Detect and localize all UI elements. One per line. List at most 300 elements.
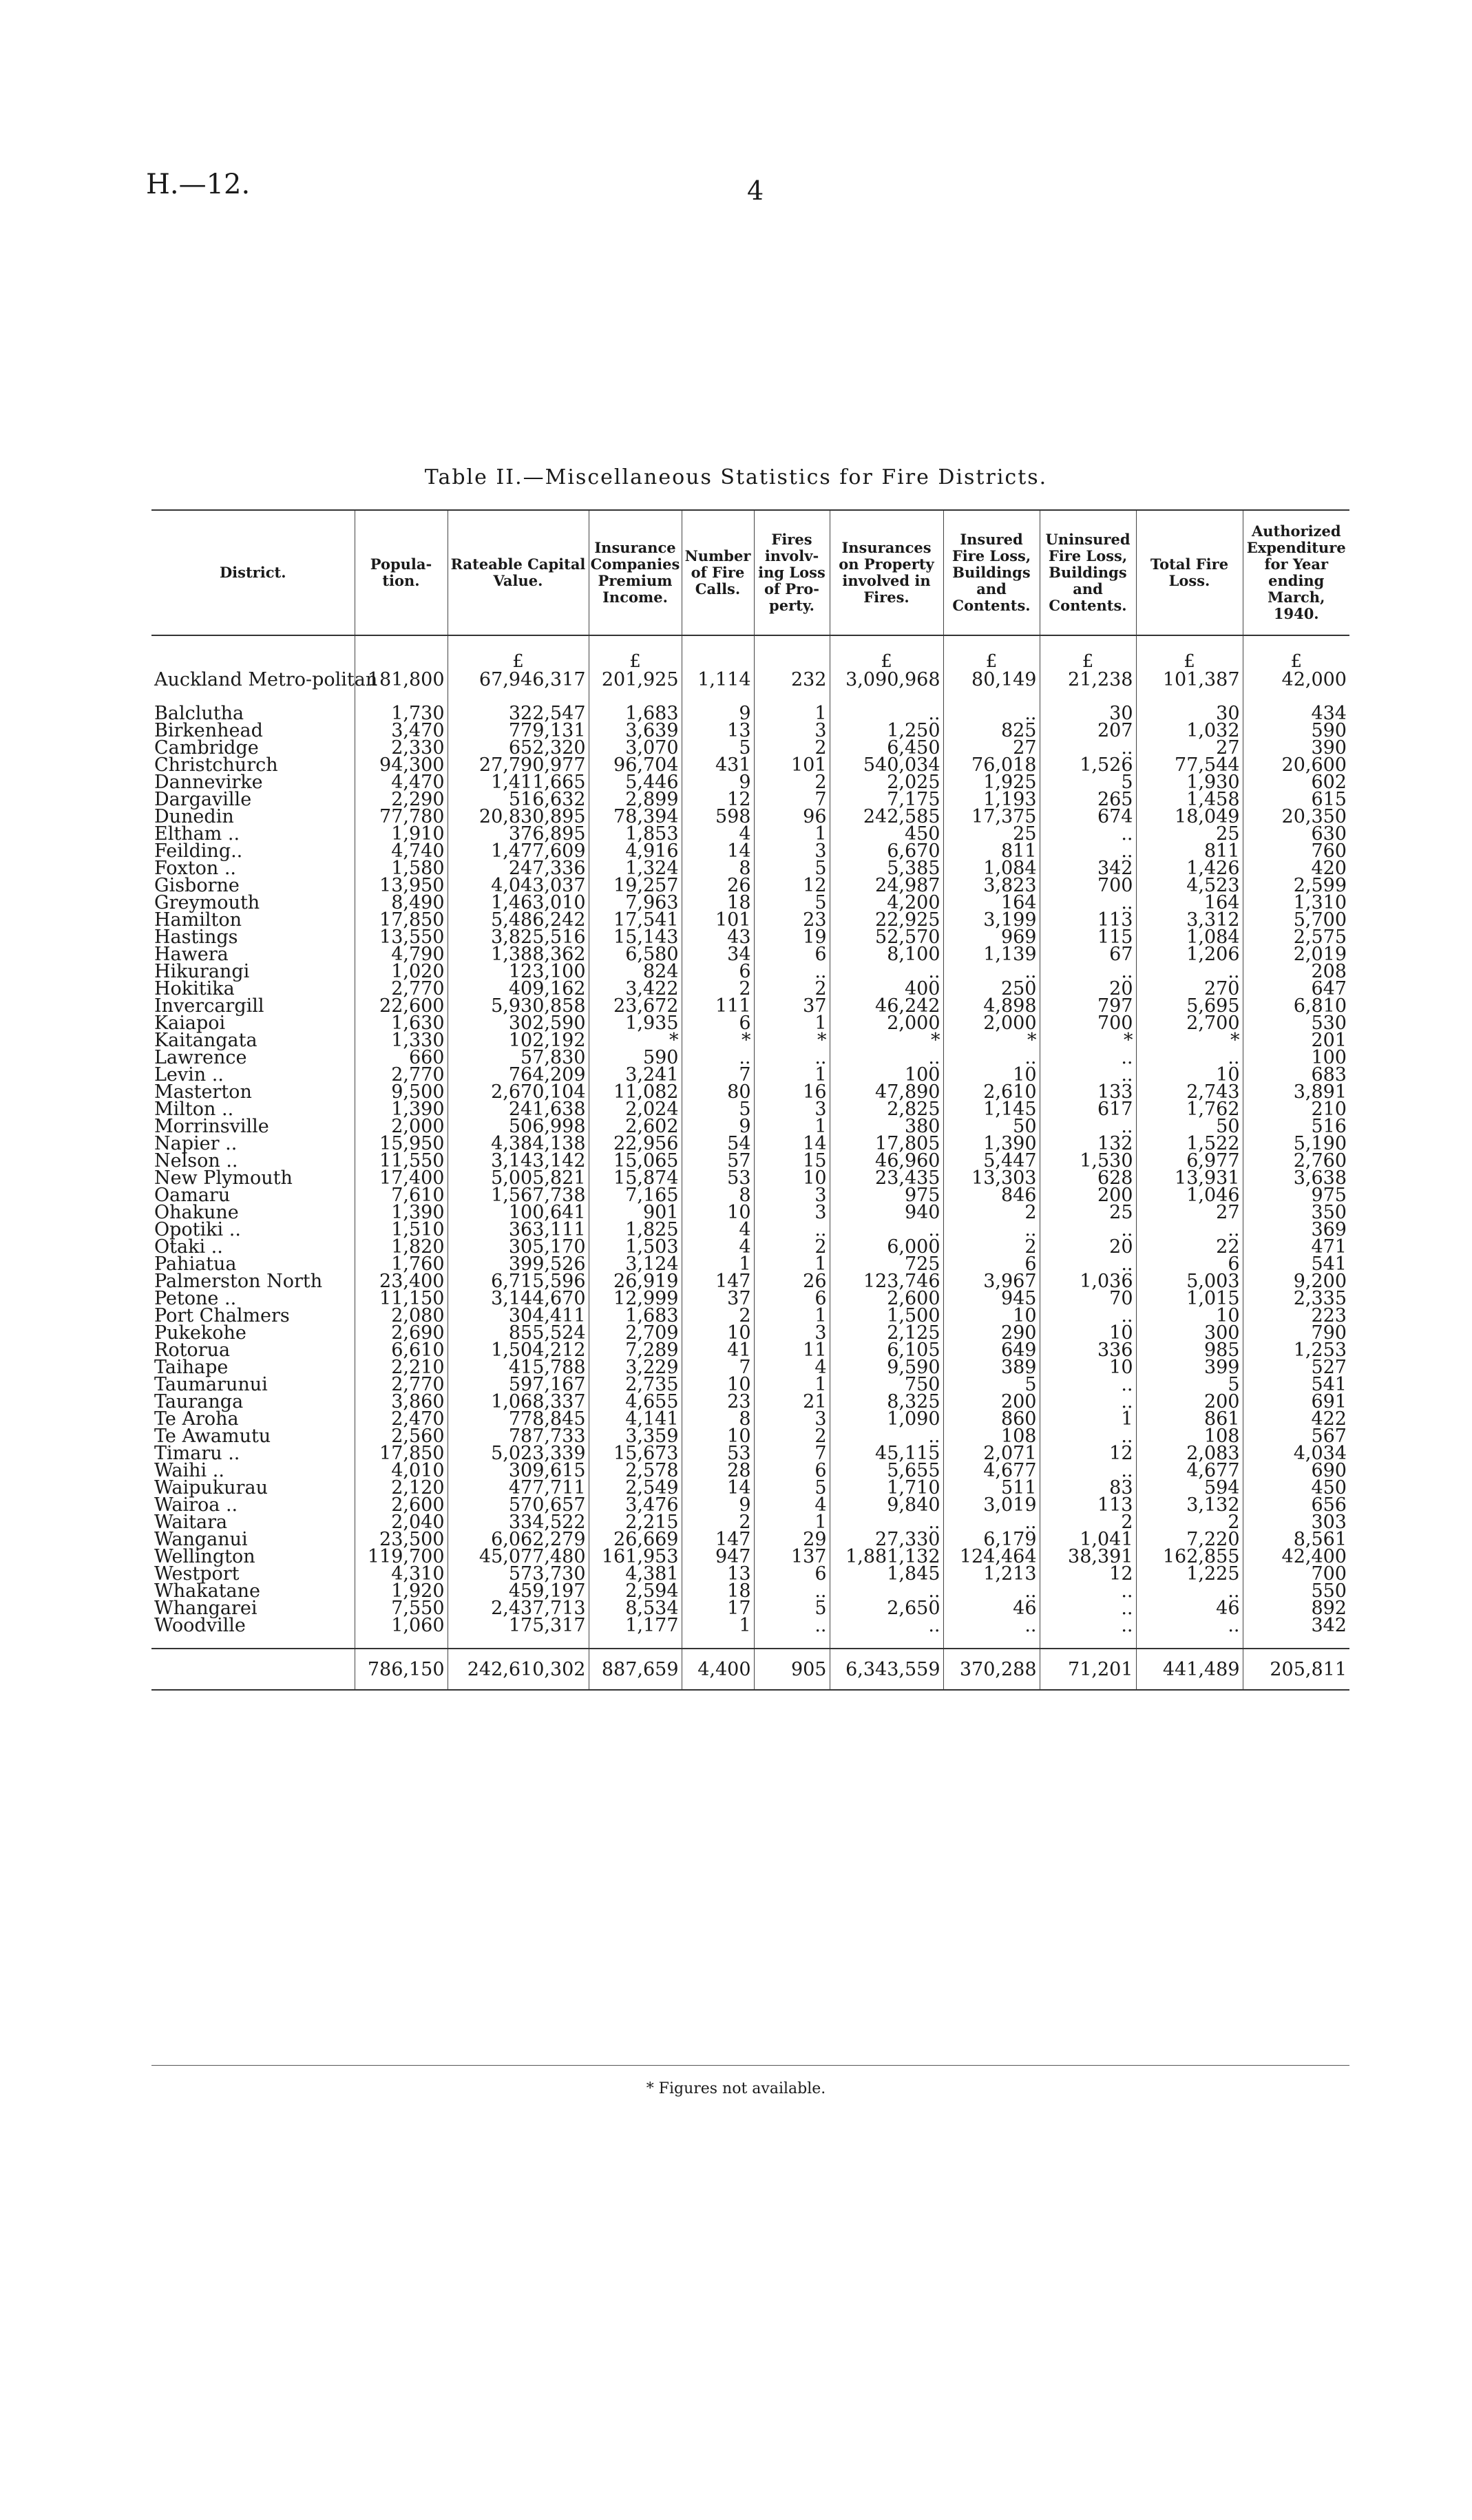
value-cell: 1 <box>754 705 830 722</box>
value-cell: 101 <box>682 911 754 929</box>
value-cell: * <box>682 1032 754 1049</box>
value-cell: 1,530 <box>1040 1152 1136 1169</box>
value-cell: 305,170 <box>448 1238 589 1256</box>
value-cell: 2,770 <box>355 1376 448 1393</box>
value-cell: 10 <box>1040 1359 1136 1376</box>
value-cell: 985 <box>1136 1342 1243 1359</box>
value-cell: 96,704 <box>589 756 682 774</box>
value-cell: 12 <box>754 877 830 894</box>
value-cell: 7 <box>754 791 830 808</box>
value-cell: 5 <box>682 1101 754 1118</box>
value-cell <box>1136 1634 1243 1649</box>
value-cell: 4,310 <box>355 1565 448 1582</box>
value-cell: 6 <box>1136 1256 1243 1273</box>
value-cell: 3 <box>754 1410 830 1428</box>
value-cell: 6,670 <box>830 843 943 860</box>
value-cell: 567 <box>1243 1428 1349 1445</box>
value-cell: 541 <box>1243 1376 1349 1393</box>
value-cell: 590 <box>1243 722 1349 739</box>
value-cell: .. <box>1040 1307 1136 1324</box>
value-cell: 1,760 <box>355 1256 448 1273</box>
value-cell: 797 <box>1040 997 1136 1015</box>
value-cell: 7,550 <box>355 1600 448 1617</box>
value-cell <box>355 1634 448 1649</box>
value-cell: 100,641 <box>448 1204 589 1221</box>
value-cell: 6,062,279 <box>448 1531 589 1548</box>
value-cell: 1,730 <box>355 705 448 722</box>
value-cell <box>754 1634 830 1649</box>
value-cell: 9,500 <box>355 1083 448 1101</box>
value-cell: 4,677 <box>1136 1462 1243 1479</box>
value-cell: 147 <box>682 1531 754 1548</box>
value-cell: 2,000 <box>943 1015 1040 1032</box>
value-cell: 8 <box>682 1410 754 1428</box>
value-cell: 1 <box>754 1376 830 1393</box>
column-header: Insurances on Property involved in Fires. <box>830 510 943 635</box>
district-cell: Oamaru <box>154 1185 231 1206</box>
value-cell: £ <box>1040 635 1136 670</box>
value-cell: 597,167 <box>448 1376 589 1393</box>
value-cell: 115 <box>1040 929 1136 946</box>
value-cell: 2,120 <box>355 1479 448 1496</box>
value-cell: 779,131 <box>448 722 589 739</box>
value-cell: 47,890 <box>830 1083 943 1101</box>
value-cell: 1,046 <box>1136 1187 1243 1204</box>
totals-row <box>151 1649 1349 1690</box>
value-cell: 27 <box>1136 1204 1243 1221</box>
value-cell: 652,320 <box>448 739 589 756</box>
value-cell: .. <box>830 1428 943 1445</box>
value-cell: 16 <box>754 1083 830 1101</box>
value-cell: 628 <box>1040 1169 1136 1187</box>
value-cell: 2,000 <box>830 1015 943 1032</box>
value-cell: 336 <box>1040 1342 1136 1359</box>
district-cell: Christchurch <box>154 754 278 776</box>
value-cell: 415,788 <box>448 1359 589 1376</box>
value-cell: 2 <box>754 1428 830 1445</box>
value-cell: 516 <box>1243 1118 1349 1135</box>
district-cell: Feilding.. <box>154 840 243 862</box>
value-cell: 17,850 <box>355 1445 448 1462</box>
value-cell: 15 <box>754 1152 830 1169</box>
value-cell <box>830 1634 943 1649</box>
value-cell: 38,391 <box>1040 1548 1136 1565</box>
value-cell: 1,910 <box>355 825 448 843</box>
value-cell: 1,084 <box>1136 929 1243 946</box>
value-cell: 1,930 <box>1136 774 1243 791</box>
value-cell: 1,084 <box>943 860 1040 877</box>
value-cell: 3 <box>754 1324 830 1342</box>
value-cell: 13 <box>682 722 754 739</box>
value-cell: * <box>1136 1032 1243 1049</box>
value-cell: 1,845 <box>830 1565 943 1582</box>
district-cell: Waihi .. <box>154 1460 224 1481</box>
value-cell: 3,891 <box>1243 1083 1349 1101</box>
value-cell: 2,040 <box>355 1514 448 1531</box>
value-cell: .. <box>830 1582 943 1600</box>
value-cell: .. <box>1136 1617 1243 1634</box>
value-cell: 2,825 <box>830 1101 943 1118</box>
value-cell: 2,578 <box>589 1462 682 1479</box>
district-cell: Otaki .. <box>154 1236 223 1258</box>
value-cell: 80,149 <box>943 670 1040 705</box>
district-cell: Westport <box>154 1563 240 1585</box>
value-cell: .. <box>943 1221 1040 1238</box>
value-cell: 22,956 <box>589 1135 682 1152</box>
value-cell: 2,743 <box>1136 1083 1243 1101</box>
district-cell: Auckland Metro-politan <box>154 669 378 690</box>
value-cell: 2,080 <box>355 1307 448 1324</box>
value-cell: 590 <box>589 1049 682 1066</box>
value-cell: 683 <box>1243 1066 1349 1083</box>
fire-districts-table <box>151 509 1349 1691</box>
district-cell: Palmerston North <box>154 1271 323 1292</box>
value-cell: 6,105 <box>830 1342 943 1359</box>
value-cell: 164 <box>1136 894 1243 911</box>
column-header: Number of Fire Calls. <box>682 510 754 635</box>
value-cell: 54 <box>682 1135 754 1152</box>
value-cell: 17,805 <box>830 1135 943 1152</box>
value-cell <box>355 635 448 670</box>
value-cell: 516,632 <box>448 791 589 808</box>
value-cell: 137 <box>754 1548 830 1565</box>
value-cell <box>943 1634 1040 1649</box>
value-cell: 50 <box>943 1118 1040 1135</box>
value-cell: 46 <box>1136 1600 1243 1617</box>
value-cell: 7,165 <box>589 1187 682 1204</box>
value-cell: 2,690 <box>355 1324 448 1342</box>
district-cell: Masterton <box>154 1081 252 1103</box>
value-cell: 2 <box>754 774 830 791</box>
value-cell: 824 <box>589 963 682 980</box>
value-cell: 2 <box>943 1204 1040 1221</box>
value-cell: 945 <box>943 1290 1040 1307</box>
value-cell <box>754 635 830 670</box>
value-cell: .. <box>1040 1376 1136 1393</box>
value-cell: 4,043,037 <box>448 877 589 894</box>
value-cell: £ <box>1136 635 1243 670</box>
value-cell: 27 <box>1136 739 1243 756</box>
value-cell: 57 <box>682 1152 754 1169</box>
value-cell: 6,450 <box>830 739 943 756</box>
value-cell: 1,213 <box>943 1565 1040 1582</box>
value-cell: 6 <box>682 1015 754 1032</box>
value-cell: 1,522 <box>1136 1135 1243 1152</box>
value-cell: .. <box>754 1582 830 1600</box>
district-cell: Petone .. <box>154 1288 237 1309</box>
value-cell: 5,486,242 <box>448 911 589 929</box>
value-cell: 37 <box>682 1290 754 1307</box>
value-cell: 363,111 <box>448 1221 589 1238</box>
value-cell: 10 <box>1136 1307 1243 1324</box>
value-cell: 123,746 <box>830 1273 943 1290</box>
value-cell: 3,967 <box>943 1273 1040 1290</box>
value-cell: 630 <box>1243 825 1349 843</box>
value-cell: 511 <box>943 1479 1040 1496</box>
value-cell: 617 <box>1040 1101 1136 1118</box>
value-cell: 20 <box>1040 980 1136 997</box>
value-cell: 7,610 <box>355 1187 448 1204</box>
value-cell: 2,025 <box>830 774 943 791</box>
value-cell: 4 <box>682 1221 754 1238</box>
value-cell: 1,032 <box>1136 722 1243 739</box>
value-cell: 45,077,480 <box>448 1548 589 1565</box>
value-cell: 1,036 <box>1040 1273 1136 1290</box>
value-cell: 6 <box>682 963 754 980</box>
value-cell <box>682 635 754 670</box>
district-cell: Hawera <box>154 944 229 965</box>
value-cell: 1,920 <box>355 1582 448 1600</box>
value-cell: 25 <box>1040 1204 1136 1221</box>
value-cell: 2,083 <box>1136 1445 1243 1462</box>
value-cell: .. <box>1040 1462 1136 1479</box>
value-cell: 8 <box>682 860 754 877</box>
value-cell: 5 <box>754 1479 830 1496</box>
value-cell: 5,190 <box>1243 1135 1349 1152</box>
value-cell: 5,655 <box>830 1462 943 1479</box>
value-cell: 2,735 <box>589 1376 682 1393</box>
value-cell: 13 <box>682 1565 754 1582</box>
value-cell: 27,790,977 <box>448 756 589 774</box>
value-cell: 303 <box>1243 1514 1349 1531</box>
value-cell: 9 <box>682 1496 754 1514</box>
district-cell: Morrinsville <box>154 1116 269 1137</box>
value-cell: 101 <box>754 756 830 774</box>
value-cell: 3 <box>754 722 830 739</box>
value-cell: 477,711 <box>448 1479 589 1496</box>
value-cell: 1,504,212 <box>448 1342 589 1359</box>
value-cell: 527 <box>1243 1359 1349 1376</box>
value-cell: 2 <box>1040 1514 1136 1531</box>
value-cell: .. <box>943 963 1040 980</box>
value-cell: 50 <box>1136 1118 1243 1135</box>
value-cell: 1,881,132 <box>830 1548 943 1565</box>
value-cell: .. <box>1040 1049 1136 1066</box>
value-cell <box>448 1634 589 1649</box>
value-cell: 113 <box>1040 911 1136 929</box>
value-cell: 2,650 <box>830 1600 943 1617</box>
district-cell: Pahiatua <box>154 1253 237 1275</box>
district-cell: Foxton .. <box>154 858 236 879</box>
value-cell: 290 <box>943 1324 1040 1342</box>
value-cell: * <box>1040 1032 1136 1049</box>
value-cell: 905 <box>754 1649 830 1690</box>
table-title: Table II.—Miscellaneous Statistics for Fire Districts. <box>424 465 1048 489</box>
value-cell: .. <box>1040 894 1136 911</box>
value-cell: 3,241 <box>589 1066 682 1083</box>
value-cell: 77,544 <box>1136 756 1243 774</box>
value-cell: .. <box>754 1049 830 1066</box>
value-cell: 786,150 <box>355 1649 448 1690</box>
value-cell: 441,489 <box>1136 1649 1243 1690</box>
value-cell: 9,840 <box>830 1496 943 1514</box>
value-cell: 200 <box>1040 1187 1136 1204</box>
value-cell: 20,600 <box>1243 756 1349 774</box>
value-cell: 1,390 <box>355 1204 448 1221</box>
value-cell: 23,500 <box>355 1531 448 1548</box>
value-cell: 1 <box>754 1066 830 1083</box>
value-cell: 4 <box>754 1359 830 1376</box>
value-cell: 947 <box>682 1548 754 1565</box>
value-cell: 18 <box>682 894 754 911</box>
value-cell: 2,760 <box>1243 1152 1349 1169</box>
value-cell: 147 <box>682 1273 754 1290</box>
value-cell: 725 <box>830 1256 943 1273</box>
value-cell: 8,561 <box>1243 1531 1349 1548</box>
value-cell: 350 <box>1243 1204 1349 1221</box>
value-cell: .. <box>1136 1221 1243 1238</box>
value-cell <box>1243 1634 1349 1649</box>
value-cell: 471 <box>1243 1238 1349 1256</box>
value-cell: 4,655 <box>589 1393 682 1410</box>
value-cell: 860 <box>943 1410 1040 1428</box>
value-cell: 2,709 <box>589 1324 682 1342</box>
value-cell: 132 <box>1040 1135 1136 1152</box>
value-cell: 399,526 <box>448 1256 589 1273</box>
value-cell: .. <box>1040 1066 1136 1083</box>
district-cell: Birkenhead <box>154 720 263 741</box>
district-cell <box>151 1649 355 1690</box>
value-cell: 242,585 <box>830 808 943 825</box>
value-cell: 67 <box>1040 946 1136 963</box>
value-cell: 1,145 <box>943 1101 1040 1118</box>
value-cell: 5 <box>754 1600 830 1617</box>
value-cell: 369 <box>1243 1221 1349 1238</box>
value-cell: 6,610 <box>355 1342 448 1359</box>
value-cell: 25 <box>943 825 1040 843</box>
value-cell: 1,250 <box>830 722 943 739</box>
value-cell: £ <box>943 635 1040 670</box>
value-cell: 71,201 <box>1040 1649 1136 1690</box>
district-cell: Hokitika <box>154 978 235 999</box>
value-cell: 322,547 <box>448 705 589 722</box>
district-cell: Hamilton <box>154 909 242 931</box>
value-cell: 181,800 <box>355 670 448 705</box>
value-cell: 123,100 <box>448 963 589 980</box>
value-cell: .. <box>943 705 1040 722</box>
value-cell: .. <box>830 1514 943 1531</box>
value-cell: 5 <box>1136 1376 1243 1393</box>
value-cell: 17,375 <box>943 808 1040 825</box>
district-cell: Waitara <box>154 1512 228 1533</box>
value-cell: 83 <box>1040 1479 1136 1496</box>
value-cell: 6,810 <box>1243 997 1349 1015</box>
value-cell: 27 <box>943 739 1040 756</box>
value-cell <box>589 1634 682 1649</box>
value-cell: 409,162 <box>448 980 589 997</box>
value-cell: 5,385 <box>830 860 943 877</box>
value-cell: 208 <box>1243 963 1349 980</box>
value-cell: 1,426 <box>1136 860 1243 877</box>
value-cell: 101,387 <box>1136 670 1243 705</box>
value-cell: 450 <box>1243 1479 1349 1496</box>
value-cell: 3,639 <box>589 722 682 739</box>
district-cell: Ohakune <box>154 1202 239 1223</box>
value-cell: £ <box>589 635 682 670</box>
value-cell: 8,100 <box>830 946 943 963</box>
district-cell: Dargaville <box>154 789 252 810</box>
value-cell: .. <box>1040 1617 1136 1634</box>
value-cell: 1,193 <box>943 791 1040 808</box>
value-cell: 9,200 <box>1243 1273 1349 1290</box>
value-cell: 2,215 <box>589 1514 682 1531</box>
value-cell: .. <box>1136 963 1243 980</box>
value-cell: 2,770 <box>355 1066 448 1083</box>
value-cell: 1 <box>682 1256 754 1273</box>
district-cell: Taihape <box>154 1357 229 1378</box>
value-cell: 270 <box>1136 980 1243 997</box>
value-cell: 4,381 <box>589 1565 682 1582</box>
value-cell: 2,770 <box>355 980 448 997</box>
value-cell: 1,068,337 <box>448 1393 589 1410</box>
value-cell: 15,065 <box>589 1152 682 1169</box>
district-cell: New Plymouth <box>154 1167 293 1189</box>
value-cell: 4,400 <box>682 1649 754 1690</box>
value-cell: 700 <box>1243 1565 1349 1582</box>
district-cell: Kaiapoi <box>154 1013 226 1034</box>
value-cell: 22,600 <box>355 997 448 1015</box>
value-cell: 2,600 <box>355 1496 448 1514</box>
column-header: Rateable Capital Value. <box>448 510 589 635</box>
value-cell: 1,683 <box>589 1307 682 1324</box>
value-cell: 11,550 <box>355 1152 448 1169</box>
value-cell: 594 <box>1136 1479 1243 1496</box>
value-cell: 7,963 <box>589 894 682 911</box>
value-cell: 10 <box>682 1204 754 1221</box>
value-cell: 10 <box>1136 1066 1243 1083</box>
value-cell: 41 <box>682 1342 754 1359</box>
value-cell: 223 <box>1243 1307 1349 1324</box>
value-cell: 4,740 <box>355 843 448 860</box>
value-cell: 4,790 <box>355 946 448 963</box>
value-cell: 23,400 <box>355 1273 448 1290</box>
value-cell: 77,780 <box>355 808 448 825</box>
value-cell: * <box>830 1032 943 1049</box>
district-cell: Cambridge <box>154 737 259 759</box>
value-cell: 892 <box>1243 1600 1349 1617</box>
value-cell: 2,437,713 <box>448 1600 589 1617</box>
value-cell: 6 <box>754 1290 830 1307</box>
value-cell: 133 <box>1040 1083 1136 1101</box>
value-cell: 1,825 <box>589 1221 682 1238</box>
value-cell: 5 <box>1040 774 1136 791</box>
value-cell: 887,659 <box>589 1649 682 1690</box>
value-cell: 570,657 <box>448 1496 589 1514</box>
district-cell: Kaitangata <box>154 1030 257 1051</box>
value-cell: 11,082 <box>589 1083 682 1101</box>
value-cell: 247,336 <box>448 860 589 877</box>
value-cell: 46 <box>943 1600 1040 1617</box>
value-cell: 309,615 <box>448 1462 589 1479</box>
value-cell: 1,388,362 <box>448 946 589 963</box>
value-cell: 2,700 <box>1136 1015 1243 1032</box>
value-cell: 3,143,142 <box>448 1152 589 1169</box>
value-cell: 94,300 <box>355 756 448 774</box>
value-cell: 17,850 <box>355 911 448 929</box>
value-cell: 573,730 <box>448 1565 589 1582</box>
value-cell: 1 <box>682 1617 754 1634</box>
value-cell: 3,359 <box>589 1428 682 1445</box>
district-cell: Te Aroha <box>154 1408 239 1430</box>
value-cell: 2,470 <box>355 1410 448 1428</box>
district-cell: Whangarei <box>154 1598 257 1619</box>
value-cell: 2 <box>754 739 830 756</box>
value-cell: 5,695 <box>1136 997 1243 1015</box>
value-cell: 855,524 <box>448 1324 589 1342</box>
value-cell: 5,930,858 <box>448 997 589 1015</box>
value-cell: 12 <box>1040 1565 1136 1582</box>
value-cell: 602 <box>1243 774 1349 791</box>
